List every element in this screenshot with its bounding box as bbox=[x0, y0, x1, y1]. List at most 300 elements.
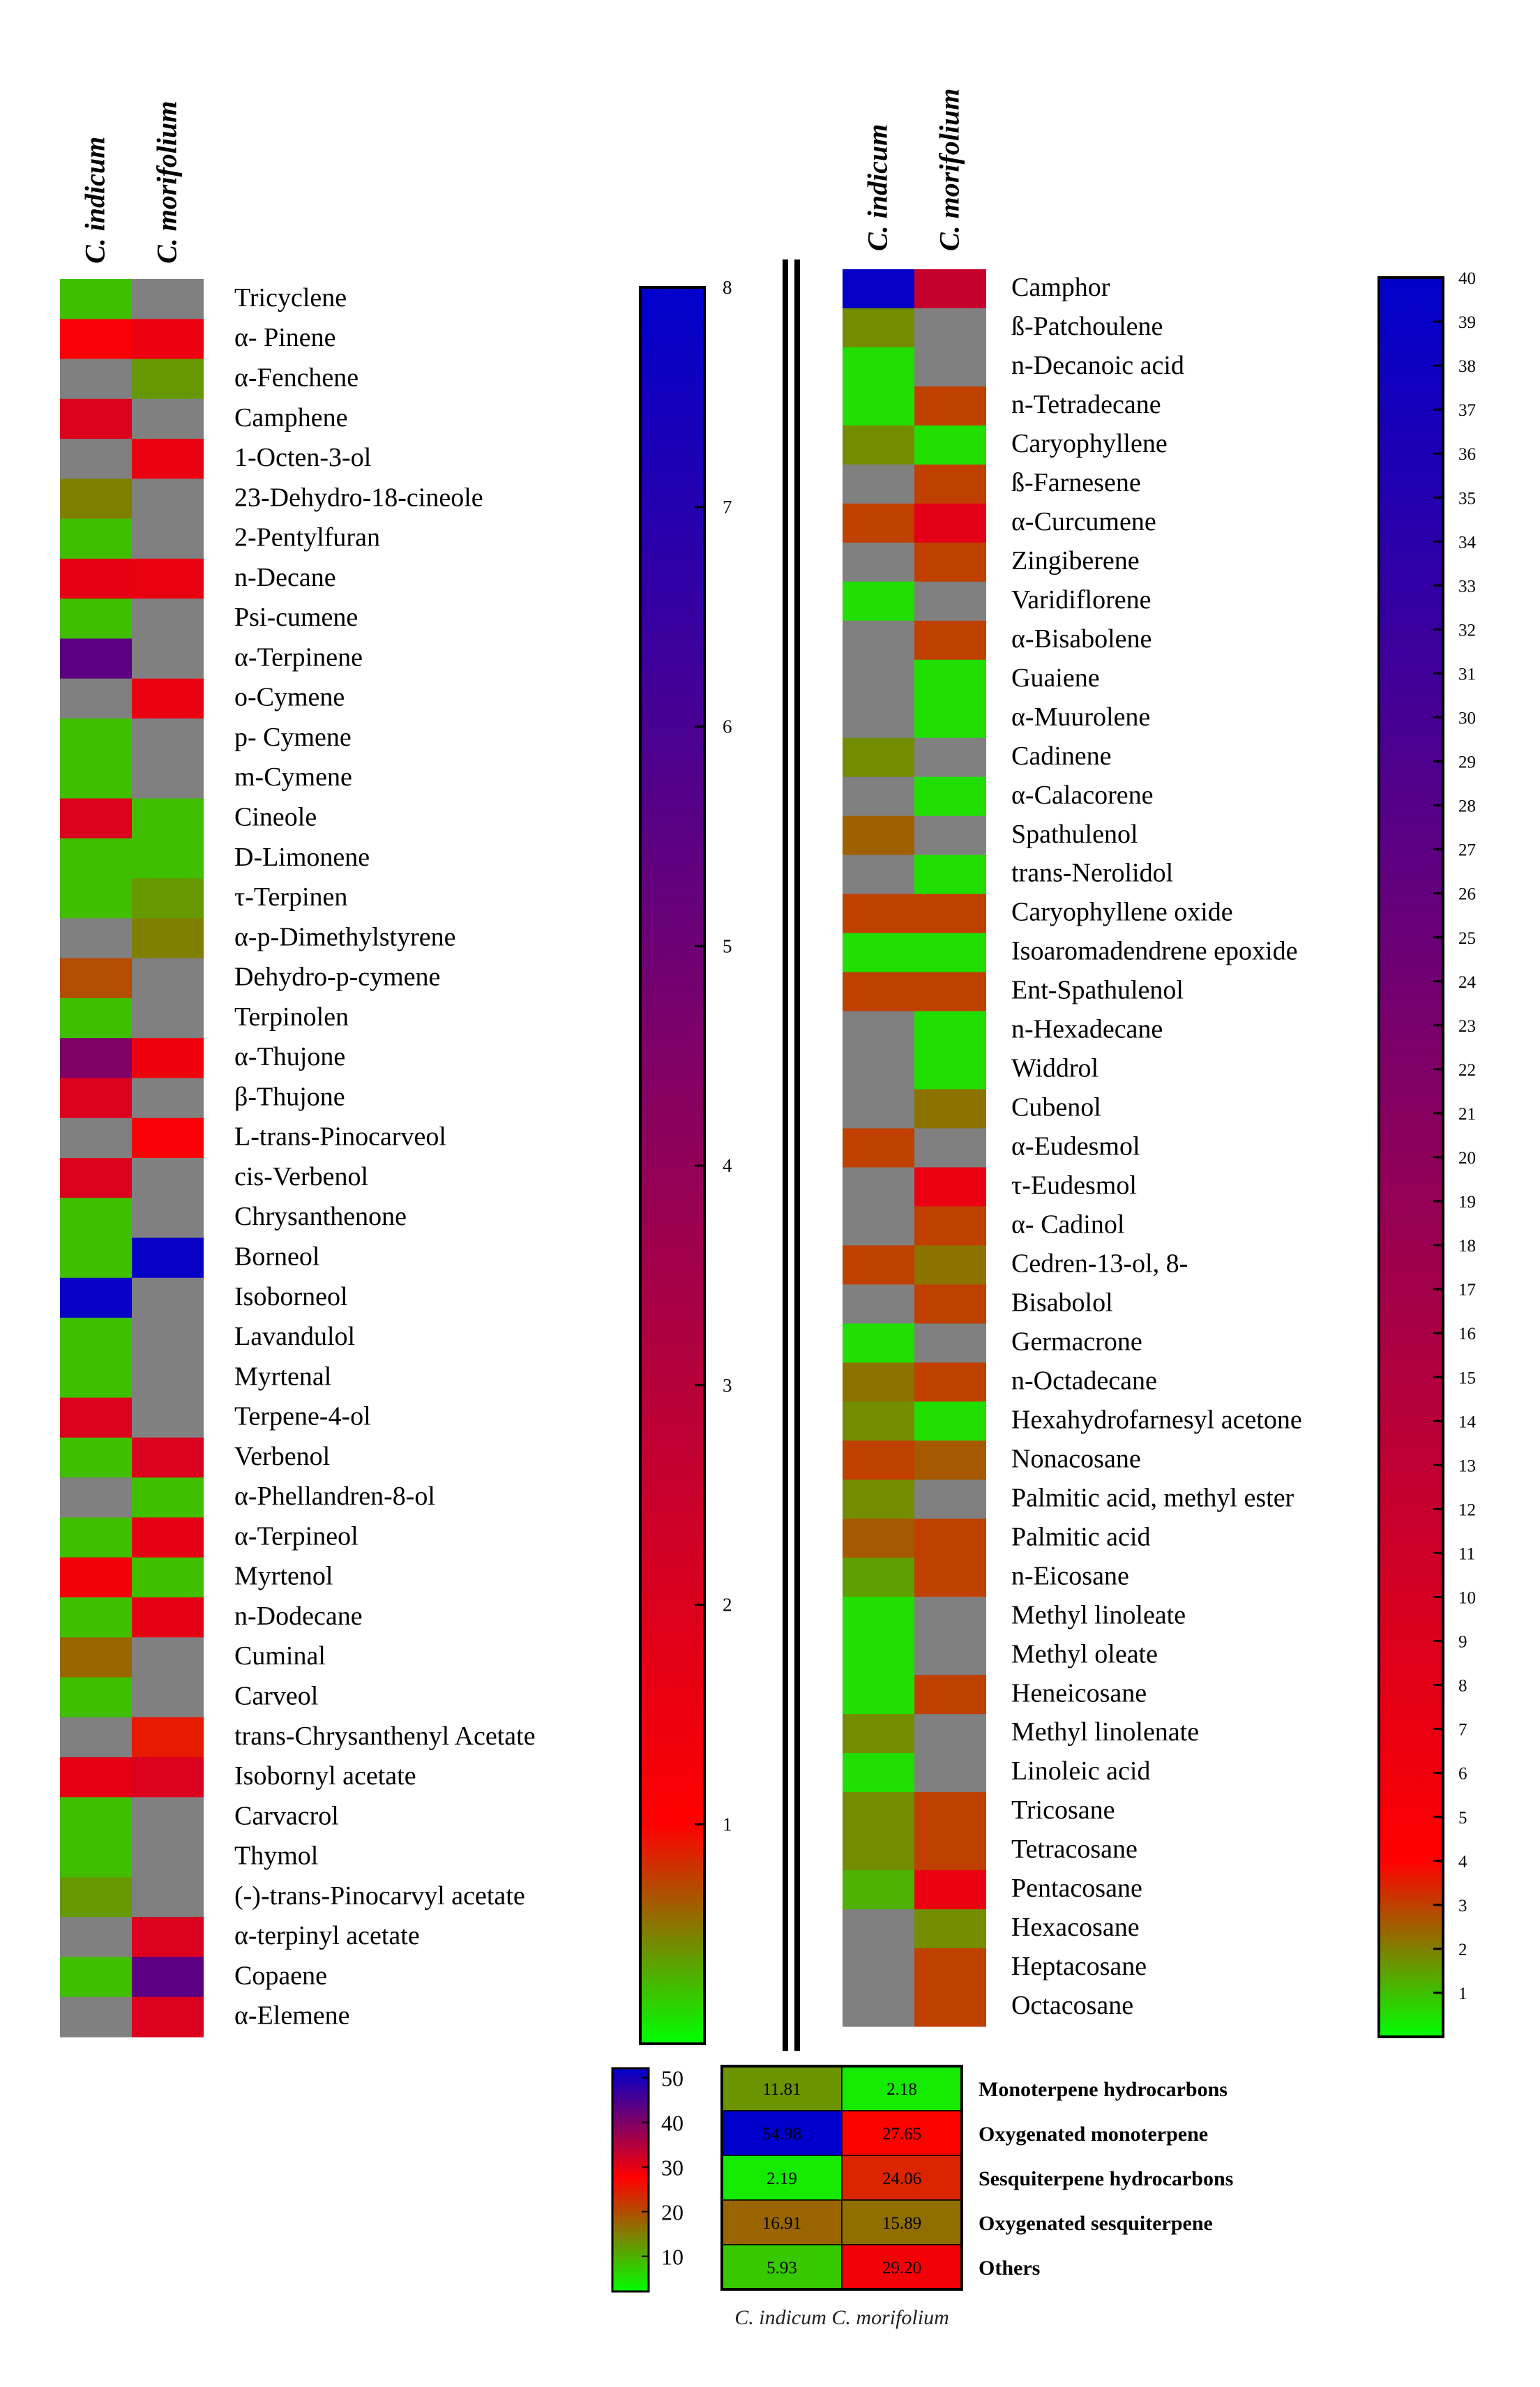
heatmap-cell bbox=[60, 598, 132, 639]
heatmap-cell bbox=[60, 1837, 132, 1878]
row-label: Germacrone bbox=[1011, 1327, 1142, 1357]
colorbar-tick-label: 22 bbox=[1458, 1060, 1476, 1080]
heatmap-cell bbox=[60, 1198, 132, 1238]
heatmap-cell bbox=[132, 1797, 204, 1837]
heatmap-cell bbox=[843, 1792, 914, 1832]
heatmap-cell bbox=[132, 1357, 204, 1398]
row-label: α-Calacorene bbox=[1011, 780, 1154, 810]
summary-cell-value: 54.98 bbox=[762, 2125, 802, 2144]
summary-cell-value: 24.06 bbox=[882, 2169, 922, 2188]
row-label: Thymol bbox=[234, 1841, 319, 1871]
colorbar-tick-label: 29 bbox=[1458, 753, 1476, 772]
row-label: β-Thujone bbox=[234, 1082, 345, 1112]
heatmap-cell bbox=[843, 933, 914, 973]
heatmap-cell bbox=[914, 386, 986, 426]
heatmap-cell bbox=[60, 799, 132, 839]
row-label: Myrtenal bbox=[234, 1362, 332, 1392]
left-heatmap-panel bbox=[60, 101, 732, 2044]
heatmap-cell bbox=[60, 1438, 132, 1478]
row-label: α-p-Dimethylstyrene bbox=[234, 922, 456, 952]
heatmap-cell bbox=[914, 1401, 986, 1441]
row-label: α- Pinene bbox=[234, 323, 336, 353]
heatmap-cell bbox=[60, 1957, 132, 1997]
row-label: n-Dodecane bbox=[234, 1601, 363, 1631]
heatmap-cell bbox=[60, 878, 132, 919]
heatmap-cell bbox=[132, 1837, 204, 1878]
heatmap-cell bbox=[132, 758, 204, 799]
heatmap-cell bbox=[132, 279, 204, 319]
summary-row-label: Others bbox=[979, 2257, 1041, 2280]
heatmap-cell bbox=[60, 479, 132, 519]
heatmap-cell bbox=[132, 679, 204, 719]
heatmap-cell bbox=[132, 1118, 204, 1159]
row-label: Cineole bbox=[234, 802, 317, 832]
row-label: m-Cymene bbox=[234, 762, 352, 792]
heatmap-cell bbox=[843, 1675, 914, 1715]
heatmap-cell bbox=[60, 1238, 132, 1279]
heatmap-cell bbox=[914, 465, 986, 504]
heatmap-cell bbox=[60, 679, 132, 719]
panel-divider bbox=[785, 259, 797, 2051]
heatmap-cell bbox=[843, 699, 914, 739]
heatmap-cell bbox=[60, 1357, 132, 1398]
row-label: Linoleic acid bbox=[1011, 1756, 1151, 1786]
heatmap-cell bbox=[914, 1519, 986, 1558]
heatmap-cell bbox=[914, 1948, 986, 1988]
heatmap-cell bbox=[843, 777, 914, 817]
row-label: trans-Nerolidol bbox=[1011, 858, 1174, 888]
heatmap-cell bbox=[914, 1831, 986, 1871]
colorbar-tick-label: 20 bbox=[1458, 1149, 1476, 1168]
summary-row-label: Oxygenated sesquiterpene bbox=[979, 2212, 1213, 2235]
colorbar-tick-label: 4 bbox=[723, 1155, 732, 1176]
row-label: L-trans-Pinocarveol bbox=[234, 1122, 446, 1152]
heatmap-cell bbox=[843, 386, 914, 426]
row-label: Copaene bbox=[234, 1961, 327, 1991]
heatmap-cell bbox=[914, 1675, 986, 1715]
summary-colorbar-tick-label: 40 bbox=[661, 2110, 684, 2136]
heatmap-cell bbox=[132, 1917, 204, 1957]
heatmap-cell bbox=[914, 1558, 986, 1597]
heatmap-cell bbox=[60, 559, 132, 599]
heatmap-cell bbox=[843, 1558, 914, 1597]
row-label: Terpinolen bbox=[234, 1002, 349, 1032]
row-label: Methyl linolenate bbox=[1011, 1717, 1200, 1747]
row-label: Carvacrol bbox=[234, 1801, 339, 1831]
row-label: Lavandulol bbox=[234, 1322, 356, 1352]
heatmap-cell bbox=[914, 1636, 986, 1676]
heatmap-cell bbox=[60, 1917, 132, 1957]
heatmap-cell bbox=[843, 1909, 914, 1949]
summary-colorbar-tick-label: 20 bbox=[661, 2199, 684, 2225]
row-label: n-Eicosane bbox=[1011, 1561, 1129, 1591]
row-label: Chrysanthenone bbox=[234, 1202, 407, 1232]
heatmap-cell bbox=[914, 1090, 986, 1129]
colorbar-tick-label: 12 bbox=[1458, 1500, 1476, 1520]
colorbar-tick-label: 25 bbox=[1458, 928, 1476, 948]
heatmap-cell bbox=[132, 1877, 204, 1918]
row-label: Hexahydrofarnesyl acetone bbox=[1011, 1405, 1302, 1435]
row-label: Isoborneol bbox=[234, 1281, 348, 1311]
heatmap-cell bbox=[843, 582, 914, 622]
row-label: α-Curcumene bbox=[1011, 506, 1156, 536]
heatmap-cell bbox=[132, 399, 204, 439]
row-label: Octacosane bbox=[1011, 1991, 1134, 2021]
colorbar-tick-label: 6 bbox=[1458, 1764, 1467, 1784]
heatmap-cell bbox=[132, 1757, 204, 1798]
heatmap-cell bbox=[914, 933, 986, 973]
heatmap-cell bbox=[914, 1987, 986, 2027]
row-label: 1-Octen-3-ol bbox=[234, 443, 372, 473]
heatmap-cell bbox=[843, 1245, 914, 1285]
row-label: Verbenol bbox=[234, 1441, 331, 1471]
heatmap-cell bbox=[132, 838, 204, 879]
colorbar-tick-label: 11 bbox=[1458, 1544, 1476, 1564]
summary-cell-value: 2.18 bbox=[886, 2080, 917, 2099]
heatmap-cell bbox=[914, 738, 986, 778]
heatmap-cell bbox=[843, 1167, 914, 1207]
colorbar-tick-label: 15 bbox=[1458, 1369, 1476, 1388]
heatmap-cell bbox=[914, 1323, 986, 1363]
heatmap-cell bbox=[843, 1362, 914, 1402]
row-label: Cadinene bbox=[1011, 741, 1112, 771]
heatmap-cell bbox=[914, 1870, 986, 1910]
heatmap-cell bbox=[132, 638, 204, 679]
colorbar-tick-label: 35 bbox=[1458, 489, 1476, 509]
colorbar-tick-label: 13 bbox=[1458, 1456, 1476, 1476]
row-label: Widdrol bbox=[1011, 1053, 1099, 1083]
heatmap-cell bbox=[843, 1401, 914, 1441]
heatmap-cell bbox=[843, 1870, 914, 1910]
row-label: Varidiflorene bbox=[1011, 585, 1152, 615]
colorbar-tick-label: 27 bbox=[1458, 841, 1476, 860]
row-label: α-Fenchene bbox=[234, 363, 359, 393]
heatmap-cell bbox=[914, 699, 986, 739]
heatmap-cell bbox=[132, 359, 204, 400]
heatmap-cell bbox=[60, 1717, 132, 1758]
heatmap-cell bbox=[132, 1597, 204, 1638]
colorbar-tick-label: 6 bbox=[723, 716, 732, 737]
summary-cell-value: 27.65 bbox=[882, 2125, 922, 2144]
summary-cell-value: 16.91 bbox=[762, 2214, 802, 2233]
heatmap-cell bbox=[60, 958, 132, 999]
heatmap-cell bbox=[132, 319, 204, 359]
heatmap-cell bbox=[914, 308, 986, 348]
heatmap-cell bbox=[60, 1797, 132, 1837]
row-label: α-Bisabolene bbox=[1011, 624, 1152, 654]
heatmap-cell bbox=[132, 1398, 204, 1438]
row-label: α-Muurolene bbox=[1011, 702, 1151, 732]
colorbar-tick-label: 1 bbox=[723, 1814, 732, 1835]
colorbar-tick-label: 10 bbox=[1458, 1588, 1476, 1608]
colorbar-tick-label: 21 bbox=[1458, 1104, 1476, 1124]
row-label: Terpene-4-ol bbox=[234, 1401, 371, 1431]
heatmap-cell bbox=[914, 347, 986, 387]
heatmap-cell bbox=[914, 1284, 986, 1324]
colorbar-tick-label: 37 bbox=[1458, 401, 1476, 421]
row-label: Zingiberene bbox=[1011, 545, 1140, 575]
heatmap-cell bbox=[914, 972, 986, 1012]
row-label: Palmitic acid, methyl ester bbox=[1011, 1483, 1294, 1513]
colorbar-tick-label: 33 bbox=[1458, 577, 1476, 596]
heatmap-cell bbox=[132, 1198, 204, 1238]
heatmap-cell bbox=[843, 308, 914, 348]
row-label: Bisabolol bbox=[1011, 1288, 1113, 1318]
heatmap-cell bbox=[60, 399, 132, 439]
heatmap-cell bbox=[60, 1517, 132, 1558]
heatmap-cell bbox=[843, 894, 914, 934]
heatmap-cell bbox=[843, 543, 914, 582]
colorbar-tick-label: 32 bbox=[1458, 621, 1476, 640]
colorbar-tick-label: 28 bbox=[1458, 797, 1476, 816]
right-heatmap-panel bbox=[843, 89, 1477, 2037]
heatmap-cell bbox=[914, 543, 986, 582]
row-label: Dehydro-p-cymene bbox=[234, 962, 441, 992]
row-label: α-Elemene bbox=[234, 2001, 350, 2031]
heatmap-cell bbox=[843, 1714, 914, 1754]
colorbar-tick-label: 31 bbox=[1458, 665, 1476, 684]
heatmap-cell bbox=[60, 1158, 132, 1198]
heatmap-cell bbox=[132, 1318, 204, 1358]
colorbar-tick-label: 5 bbox=[723, 935, 732, 957]
heatmap-cell bbox=[843, 1284, 914, 1324]
row-label: Heneicosane bbox=[1011, 1678, 1147, 1708]
row-label: Isoaromadendrene epoxide bbox=[1011, 936, 1298, 966]
heatmap-cell bbox=[843, 660, 914, 700]
row-label: Spathulenol bbox=[1011, 819, 1138, 849]
heatmap-cell bbox=[60, 319, 132, 359]
heatmap-cell bbox=[60, 998, 132, 1039]
row-label: Carveol bbox=[234, 1681, 319, 1711]
heatmap-cell bbox=[914, 1909, 986, 1949]
summary-cell-value: 11.81 bbox=[762, 2080, 801, 2099]
heatmap-cell bbox=[843, 855, 914, 895]
row-label: trans-Chrysanthenyl Acetate bbox=[234, 1721, 536, 1751]
row-label: τ-Eudesmol bbox=[1011, 1170, 1137, 1200]
row-label: α-terpinyl acetate bbox=[234, 1921, 420, 1951]
heatmap-cell bbox=[132, 1038, 204, 1078]
heatmap-cell bbox=[132, 1717, 204, 1758]
row-label: ß-Farnesene bbox=[1011, 467, 1141, 497]
heatmap-cell bbox=[843, 1948, 914, 1988]
row-label: Cubenol bbox=[1011, 1092, 1101, 1122]
colorbar-tick-label: 18 bbox=[1458, 1237, 1476, 1256]
heatmap-cell bbox=[60, 1678, 132, 1718]
heatmap-cell bbox=[60, 1318, 132, 1358]
heatmap-cell bbox=[914, 426, 986, 465]
row-label: Palmitic acid bbox=[1011, 1522, 1151, 1552]
colorbar-tick-label: 1 bbox=[1458, 1984, 1467, 2003]
row-label: Tricyclene bbox=[234, 283, 347, 313]
heatmap-cell bbox=[132, 799, 204, 839]
heatmap-cell bbox=[60, 1597, 132, 1638]
heatmap-cell bbox=[132, 1997, 204, 2038]
colorbar-tick-label: 3 bbox=[723, 1374, 732, 1396]
row-label: α-Phellandren-8-ol bbox=[234, 1482, 435, 1512]
row-label: Tetracosane bbox=[1011, 1835, 1138, 1865]
heatmap-cell bbox=[914, 660, 986, 700]
heatmap-cell bbox=[843, 347, 914, 387]
heatmap-cell bbox=[843, 269, 914, 309]
heatmap-cell bbox=[843, 1987, 914, 2027]
row-label: n-Octadecane bbox=[1011, 1366, 1157, 1396]
heatmap-cell bbox=[60, 519, 132, 559]
row-label: Methyl linoleate bbox=[1011, 1600, 1186, 1630]
heatmap-cell bbox=[914, 582, 986, 622]
heatmap-cell bbox=[914, 504, 986, 543]
colorbar-tick-label: 3 bbox=[1458, 1896, 1467, 1915]
heatmap-cell bbox=[843, 1597, 914, 1636]
heatmap-cell bbox=[132, 878, 204, 919]
row-label: Caryophyllene bbox=[1011, 428, 1168, 458]
heatmap-cell bbox=[132, 718, 204, 759]
heatmap-cell bbox=[914, 1362, 986, 1402]
row-label: Methyl oleate bbox=[1011, 1639, 1158, 1669]
heatmap-cell bbox=[843, 1323, 914, 1363]
heatmap-cell bbox=[60, 359, 132, 400]
heatmap-cell bbox=[914, 1714, 986, 1754]
heatmap-cell bbox=[60, 1118, 132, 1159]
heatmap-cell bbox=[60, 1078, 132, 1118]
colorbar-tick-label: 9 bbox=[1458, 1632, 1467, 1652]
heatmap-cell bbox=[60, 1278, 132, 1318]
heatmap-cell bbox=[914, 1206, 986, 1246]
row-label: Borneol bbox=[234, 1242, 320, 1272]
colorbar-tick-label: 34 bbox=[1458, 533, 1476, 552]
heatmap-cell bbox=[843, 426, 914, 465]
heatmap-cell bbox=[60, 1558, 132, 1598]
heatmap-cell bbox=[60, 1757, 132, 1798]
heatmap-cell bbox=[843, 1090, 914, 1129]
heatmap-cell bbox=[843, 621, 914, 661]
summary-heatmap-panel bbox=[612, 2066, 1233, 2329]
heatmap-cell bbox=[132, 598, 204, 639]
row-label: Nonacosane bbox=[1011, 1444, 1141, 1474]
column-header: C. indicum bbox=[79, 136, 111, 264]
summary-cell-value: 15.89 bbox=[882, 2214, 922, 2233]
heatmap-cell bbox=[132, 1238, 204, 1279]
row-label: Myrtenol bbox=[234, 1561, 333, 1591]
colorbar-tick-label: 16 bbox=[1458, 1325, 1476, 1344]
column-header: C. morifolium bbox=[151, 100, 183, 264]
row-label: n-Hexadecane bbox=[1011, 1014, 1163, 1044]
summary-colorbar bbox=[612, 2068, 649, 2291]
colorbar-tick-label: 26 bbox=[1458, 884, 1476, 904]
row-label: Guaiene bbox=[1011, 663, 1100, 693]
row-label: α-Thujone bbox=[234, 1042, 346, 1072]
colorbar-tick-label: 7 bbox=[1458, 1720, 1467, 1740]
heatmap-cell bbox=[843, 1051, 914, 1090]
heatmap-cell bbox=[914, 269, 986, 309]
row-label: Tricosane bbox=[1011, 1795, 1115, 1825]
heatmap-cell bbox=[132, 439, 204, 479]
heatmap-cell bbox=[132, 918, 204, 958]
colorbar-tick-label: 8 bbox=[1458, 1676, 1467, 1696]
column-header: C. indicum bbox=[861, 123, 893, 251]
heatmap-cell bbox=[132, 1558, 204, 1598]
heatmap-cell bbox=[132, 1477, 204, 1518]
heatmap-cell bbox=[60, 1997, 132, 2038]
summary-cell-value: 29.20 bbox=[882, 2259, 922, 2277]
colorbar-tick-label: 36 bbox=[1458, 445, 1476, 465]
heatmap-cell bbox=[843, 816, 914, 856]
row-label: Psi-cumene bbox=[234, 603, 358, 633]
summary-row-label: Sesquiterpene hydrocarbons bbox=[979, 2167, 1234, 2190]
heatmap-cell bbox=[132, 998, 204, 1039]
heatmap-cell bbox=[843, 1011, 914, 1051]
heatmap-cell bbox=[914, 855, 986, 895]
heatmap-cell bbox=[914, 777, 986, 817]
row-label: Cuminal bbox=[234, 1641, 326, 1671]
row-label: (-)-trans-Pinocarvyl acetate bbox=[234, 1881, 525, 1911]
row-label: p- Cymene bbox=[234, 722, 352, 752]
row-label: α-Eudesmol bbox=[1011, 1131, 1140, 1161]
row-label: α- Cadinol bbox=[1011, 1210, 1125, 1240]
heatmap-cell bbox=[60, 638, 132, 679]
heatmap-cell bbox=[60, 1877, 132, 1918]
row-label: Camphor bbox=[1011, 273, 1110, 303]
heatmap-cell bbox=[60, 439, 132, 479]
summary-cell-value: 5.93 bbox=[767, 2259, 797, 2277]
row-label: Caryophyllene oxide bbox=[1011, 897, 1233, 927]
colorbar-tick-label: 4 bbox=[1458, 1852, 1467, 1872]
colorbar-tick-label: 5 bbox=[1458, 1808, 1467, 1828]
heatmap-cell bbox=[132, 1158, 204, 1198]
colorbar-tick-label: 19 bbox=[1458, 1193, 1476, 1212]
row-label: Camphene bbox=[234, 402, 348, 432]
heatmap-cell bbox=[914, 1129, 986, 1168]
row-label: o-Cymene bbox=[234, 682, 345, 712]
heatmap-cell bbox=[914, 1792, 986, 1832]
heatmap-cell bbox=[132, 1438, 204, 1478]
row-label: ß-Patchoulene bbox=[1011, 312, 1163, 342]
heatmap-cell bbox=[843, 1440, 914, 1480]
heatmap-cell bbox=[914, 1479, 986, 1519]
row-label: Pentacosane bbox=[1011, 1874, 1142, 1904]
heatmap-cell bbox=[843, 504, 914, 543]
colorbar-tick-label: 30 bbox=[1458, 709, 1476, 728]
heatmap-cell bbox=[60, 758, 132, 799]
heatmap-cell bbox=[914, 1440, 986, 1480]
heatmap-cell bbox=[132, 1957, 204, 1997]
row-label: D-Limonene bbox=[234, 842, 370, 872]
colorbar-tick-label: 23 bbox=[1458, 1016, 1476, 1036]
summary-row-label: Oxygenated monoterpene bbox=[979, 2123, 1209, 2146]
heatmap-cell bbox=[843, 1831, 914, 1871]
column-header: C. morifolium bbox=[933, 88, 965, 251]
colorbar-tick-label: 2 bbox=[723, 1594, 732, 1616]
row-label: α-Terpineol bbox=[234, 1521, 358, 1551]
colorbar-tick-label: 38 bbox=[1458, 357, 1476, 377]
row-label: Isobornyl acetate bbox=[234, 1761, 416, 1791]
heatmap-cell bbox=[60, 838, 132, 879]
row-label: n-Tetradecane bbox=[1011, 389, 1161, 419]
summary-colorbar-tick-label: 30 bbox=[661, 2155, 684, 2181]
heatmap-cell bbox=[914, 1597, 986, 1636]
heatmap-cell bbox=[914, 621, 986, 661]
heatmap-cell bbox=[60, 718, 132, 759]
heatmap-cell bbox=[914, 1167, 986, 1207]
summary-cell-value: 2.19 bbox=[767, 2169, 797, 2188]
heatmap-cell bbox=[843, 1206, 914, 1246]
heatmap-cell bbox=[843, 1636, 914, 1676]
row-label: τ-Terpinen bbox=[234, 882, 348, 912]
heatmap-cell bbox=[843, 738, 914, 778]
heatmap-cell bbox=[60, 1477, 132, 1518]
row-label: Heptacosane bbox=[1011, 1952, 1147, 1982]
row-label: Cedren-13-ol, 8- bbox=[1011, 1249, 1188, 1279]
summary-column-caption: C. indicum C. morifolium bbox=[734, 2306, 949, 2329]
